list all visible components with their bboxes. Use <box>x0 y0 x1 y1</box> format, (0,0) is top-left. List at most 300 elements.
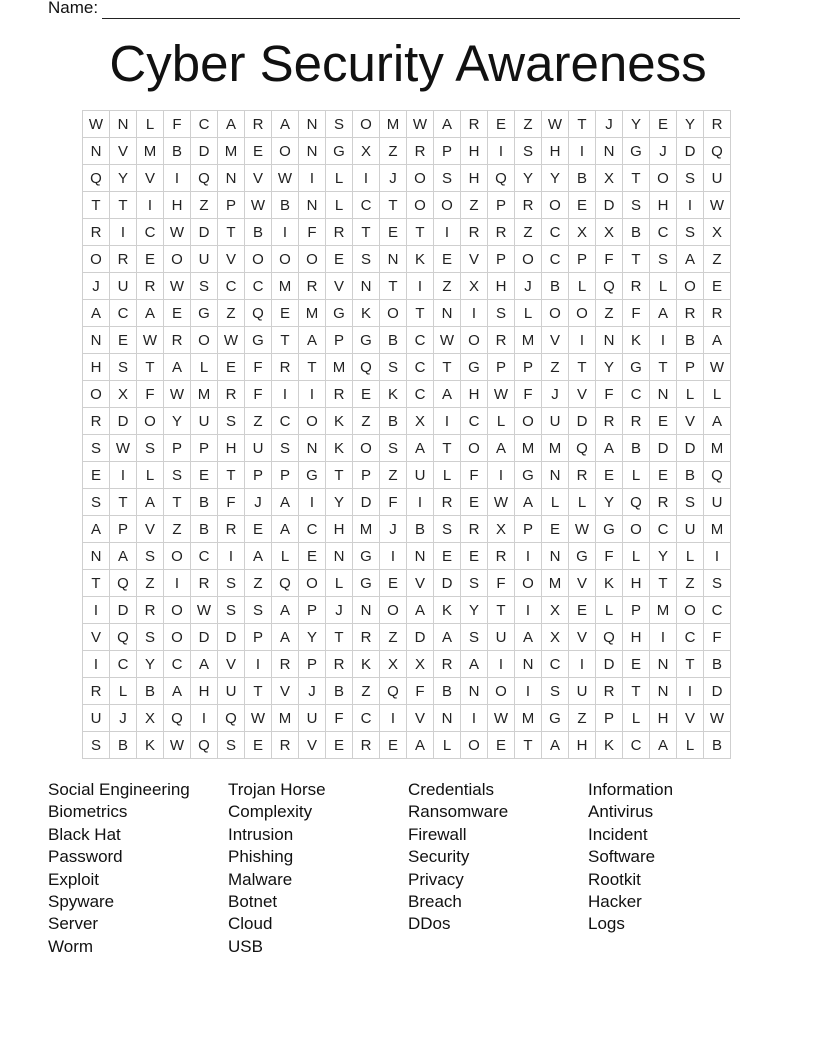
grid-cell[interactable]: B <box>137 678 164 705</box>
grid-cell[interactable]: T <box>299 354 326 381</box>
grid-cell[interactable]: I <box>299 489 326 516</box>
grid-cell[interactable]: W <box>488 381 515 408</box>
grid-cell[interactable]: J <box>299 678 326 705</box>
grid-cell[interactable]: V <box>677 408 704 435</box>
grid-cell[interactable]: W <box>164 273 191 300</box>
grid-cell[interactable]: B <box>704 732 731 759</box>
grid-cell[interactable]: X <box>137 705 164 732</box>
grid-cell[interactable]: S <box>218 408 245 435</box>
grid-cell[interactable]: R <box>461 219 488 246</box>
grid-cell[interactable]: S <box>542 678 569 705</box>
grid-cell[interactable]: Z <box>245 408 272 435</box>
grid-cell[interactable]: T <box>407 219 434 246</box>
grid-cell[interactable]: D <box>110 597 137 624</box>
grid-cell[interactable]: P <box>245 462 272 489</box>
grid-cell[interactable]: S <box>272 435 299 462</box>
grid-cell[interactable]: L <box>326 192 353 219</box>
grid-cell[interactable]: G <box>515 462 542 489</box>
grid-cell[interactable]: T <box>623 165 650 192</box>
grid-cell[interactable]: E <box>110 327 137 354</box>
grid-cell[interactable]: X <box>542 624 569 651</box>
grid-cell[interactable]: M <box>542 570 569 597</box>
grid-cell[interactable]: C <box>677 624 704 651</box>
grid-cell[interactable]: V <box>407 705 434 732</box>
grid-cell[interactable]: T <box>110 192 137 219</box>
grid-cell[interactable]: P <box>191 435 218 462</box>
grid-cell[interactable]: N <box>596 327 623 354</box>
grid-cell[interactable]: N <box>650 381 677 408</box>
grid-cell[interactable]: C <box>110 651 137 678</box>
grid-cell[interactable]: Y <box>326 489 353 516</box>
grid-cell[interactable]: A <box>137 489 164 516</box>
grid-cell[interactable]: F <box>299 219 326 246</box>
grid-cell[interactable]: E <box>488 111 515 138</box>
grid-cell[interactable]: J <box>110 705 137 732</box>
grid-cell[interactable]: L <box>272 543 299 570</box>
grid-cell[interactable]: Q <box>380 678 407 705</box>
grid-cell[interactable]: A <box>299 327 326 354</box>
grid-cell[interactable]: B <box>569 165 596 192</box>
grid-cell[interactable]: T <box>434 435 461 462</box>
grid-cell[interactable]: F <box>137 381 164 408</box>
grid-cell[interactable]: E <box>380 219 407 246</box>
grid-cell[interactable]: J <box>596 111 623 138</box>
grid-cell[interactable]: C <box>623 381 650 408</box>
grid-cell[interactable]: R <box>299 273 326 300</box>
grid-cell[interactable]: X <box>461 273 488 300</box>
grid-cell[interactable]: M <box>218 138 245 165</box>
grid-cell[interactable]: Q <box>245 300 272 327</box>
grid-cell[interactable]: R <box>488 327 515 354</box>
grid-cell[interactable]: J <box>380 165 407 192</box>
grid-cell[interactable]: G <box>326 300 353 327</box>
grid-cell[interactable]: Q <box>353 354 380 381</box>
grid-cell[interactable]: A <box>488 435 515 462</box>
grid-cell[interactable]: Y <box>110 165 137 192</box>
grid-cell[interactable]: K <box>380 381 407 408</box>
grid-cell[interactable]: O <box>515 246 542 273</box>
grid-cell[interactable]: R <box>704 300 731 327</box>
grid-cell[interactable]: N <box>299 435 326 462</box>
grid-cell[interactable]: S <box>83 732 110 759</box>
grid-cell[interactable]: W <box>164 732 191 759</box>
grid-cell[interactable]: Z <box>380 138 407 165</box>
grid-cell[interactable]: C <box>650 219 677 246</box>
grid-cell[interactable]: Q <box>488 165 515 192</box>
grid-cell[interactable]: K <box>596 732 623 759</box>
grid-cell[interactable]: Z <box>542 354 569 381</box>
grid-cell[interactable]: B <box>434 678 461 705</box>
grid-cell[interactable]: T <box>569 354 596 381</box>
grid-cell[interactable]: W <box>434 327 461 354</box>
grid-cell[interactable]: W <box>137 327 164 354</box>
grid-cell[interactable]: L <box>569 489 596 516</box>
grid-cell[interactable]: I <box>704 543 731 570</box>
grid-cell[interactable]: O <box>650 165 677 192</box>
grid-cell[interactable]: Y <box>542 165 569 192</box>
grid-cell[interactable]: L <box>677 732 704 759</box>
grid-cell[interactable]: S <box>434 165 461 192</box>
grid-cell[interactable]: S <box>461 624 488 651</box>
grid-cell[interactable]: O <box>137 408 164 435</box>
grid-cell[interactable]: R <box>461 516 488 543</box>
grid-cell[interactable]: I <box>272 381 299 408</box>
grid-cell[interactable]: Q <box>164 705 191 732</box>
grid-cell[interactable]: P <box>326 327 353 354</box>
grid-cell[interactable]: C <box>542 219 569 246</box>
grid-cell[interactable]: Q <box>110 570 137 597</box>
grid-cell[interactable]: E <box>326 246 353 273</box>
grid-cell[interactable]: O <box>299 246 326 273</box>
grid-cell[interactable]: Z <box>137 570 164 597</box>
grid-cell[interactable]: T <box>650 354 677 381</box>
grid-cell[interactable]: N <box>83 138 110 165</box>
grid-cell[interactable]: S <box>137 543 164 570</box>
grid-cell[interactable]: R <box>488 543 515 570</box>
grid-cell[interactable]: I <box>434 408 461 435</box>
grid-cell[interactable]: D <box>704 678 731 705</box>
grid-cell[interactable]: A <box>272 111 299 138</box>
grid-cell[interactable]: V <box>83 624 110 651</box>
grid-cell[interactable]: C <box>164 651 191 678</box>
grid-cell[interactable]: X <box>596 219 623 246</box>
grid-cell[interactable]: I <box>650 327 677 354</box>
grid-cell[interactable]: X <box>488 516 515 543</box>
grid-cell[interactable]: E <box>164 300 191 327</box>
grid-cell[interactable]: R <box>596 678 623 705</box>
grid-cell[interactable]: W <box>245 705 272 732</box>
grid-cell[interactable]: T <box>218 219 245 246</box>
grid-cell[interactable]: R <box>488 219 515 246</box>
grid-cell[interactable]: T <box>326 624 353 651</box>
grid-cell[interactable]: Q <box>191 165 218 192</box>
grid-cell[interactable]: C <box>137 219 164 246</box>
grid-cell[interactable]: E <box>245 732 272 759</box>
grid-cell[interactable]: I <box>461 705 488 732</box>
grid-cell[interactable]: E <box>83 462 110 489</box>
grid-cell[interactable]: E <box>326 732 353 759</box>
grid-cell[interactable]: Z <box>596 300 623 327</box>
grid-cell[interactable]: S <box>380 354 407 381</box>
grid-cell[interactable]: P <box>434 138 461 165</box>
grid-cell[interactable]: I <box>299 165 326 192</box>
grid-cell[interactable]: M <box>515 327 542 354</box>
grid-cell[interactable]: O <box>191 327 218 354</box>
grid-cell[interactable]: L <box>515 300 542 327</box>
grid-cell[interactable]: P <box>623 597 650 624</box>
grid-cell[interactable]: I <box>353 165 380 192</box>
grid-cell[interactable]: O <box>299 408 326 435</box>
grid-cell[interactable]: E <box>272 300 299 327</box>
grid-cell[interactable]: T <box>407 300 434 327</box>
grid-cell[interactable]: W <box>272 165 299 192</box>
grid-cell[interactable]: F <box>164 111 191 138</box>
grid-cell[interactable]: R <box>83 408 110 435</box>
grid-cell[interactable]: I <box>488 138 515 165</box>
grid-cell[interactable]: H <box>542 138 569 165</box>
grid-cell[interactable]: E <box>461 489 488 516</box>
grid-cell[interactable]: K <box>326 408 353 435</box>
grid-cell[interactable]: O <box>461 435 488 462</box>
grid-cell[interactable]: G <box>623 138 650 165</box>
grid-cell[interactable]: I <box>110 462 137 489</box>
grid-cell[interactable]: S <box>677 165 704 192</box>
grid-cell[interactable]: D <box>191 219 218 246</box>
grid-cell[interactable]: O <box>515 408 542 435</box>
grid-cell[interactable]: E <box>542 516 569 543</box>
grid-cell[interactable]: E <box>623 651 650 678</box>
grid-cell[interactable]: G <box>245 327 272 354</box>
grid-cell[interactable]: N <box>461 678 488 705</box>
grid-cell[interactable]: A <box>272 624 299 651</box>
grid-cell[interactable]: G <box>569 543 596 570</box>
grid-cell[interactable]: A <box>650 300 677 327</box>
grid-cell[interactable]: F <box>407 678 434 705</box>
grid-cell[interactable]: A <box>218 111 245 138</box>
grid-cell[interactable]: U <box>245 435 272 462</box>
grid-cell[interactable]: W <box>164 219 191 246</box>
grid-cell[interactable]: M <box>299 300 326 327</box>
grid-cell[interactable]: V <box>299 732 326 759</box>
grid-cell[interactable]: O <box>488 678 515 705</box>
grid-cell[interactable]: K <box>434 597 461 624</box>
grid-cell[interactable]: U <box>542 408 569 435</box>
grid-cell[interactable]: Y <box>677 111 704 138</box>
grid-cell[interactable]: C <box>461 408 488 435</box>
grid-cell[interactable]: H <box>326 516 353 543</box>
grid-cell[interactable]: I <box>650 624 677 651</box>
grid-cell[interactable]: Y <box>137 651 164 678</box>
grid-cell[interactable]: C <box>542 246 569 273</box>
grid-cell[interactable]: C <box>245 273 272 300</box>
grid-cell[interactable]: P <box>515 354 542 381</box>
grid-cell[interactable]: M <box>515 435 542 462</box>
grid-cell[interactable]: V <box>677 705 704 732</box>
grid-cell[interactable]: L <box>326 570 353 597</box>
grid-cell[interactable]: T <box>272 327 299 354</box>
grid-cell[interactable]: F <box>380 489 407 516</box>
grid-cell[interactable]: A <box>677 246 704 273</box>
grid-cell[interactable]: I <box>569 138 596 165</box>
grid-cell[interactable]: Q <box>596 624 623 651</box>
grid-cell[interactable]: L <box>137 462 164 489</box>
grid-cell[interactable]: D <box>569 408 596 435</box>
grid-cell[interactable]: E <box>704 273 731 300</box>
grid-cell[interactable]: M <box>353 516 380 543</box>
grid-cell[interactable]: A <box>272 489 299 516</box>
grid-cell[interactable]: D <box>218 624 245 651</box>
grid-cell[interactable]: X <box>704 219 731 246</box>
grid-cell[interactable]: W <box>488 489 515 516</box>
grid-cell[interactable]: E <box>245 516 272 543</box>
grid-cell[interactable]: T <box>110 489 137 516</box>
grid-cell[interactable]: E <box>218 354 245 381</box>
grid-cell[interactable]: X <box>380 651 407 678</box>
grid-cell[interactable]: R <box>623 408 650 435</box>
grid-cell[interactable]: N <box>353 597 380 624</box>
name-underline[interactable] <box>102 2 740 19</box>
grid-cell[interactable]: J <box>245 489 272 516</box>
grid-cell[interactable]: I <box>191 705 218 732</box>
grid-cell[interactable]: R <box>326 219 353 246</box>
grid-cell[interactable]: I <box>461 300 488 327</box>
grid-cell[interactable]: V <box>218 651 245 678</box>
grid-cell[interactable]: H <box>488 273 515 300</box>
grid-cell[interactable]: D <box>191 138 218 165</box>
grid-cell[interactable]: A <box>191 651 218 678</box>
grid-cell[interactable]: C <box>353 705 380 732</box>
grid-cell[interactable]: W <box>569 516 596 543</box>
grid-cell[interactable]: F <box>218 489 245 516</box>
grid-cell[interactable]: E <box>569 597 596 624</box>
grid-cell[interactable]: G <box>353 570 380 597</box>
grid-cell[interactable]: F <box>326 705 353 732</box>
grid-cell[interactable]: W <box>488 705 515 732</box>
grid-cell[interactable]: T <box>650 570 677 597</box>
grid-cell[interactable]: C <box>407 327 434 354</box>
grid-cell[interactable]: N <box>110 111 137 138</box>
grid-cell[interactable]: B <box>380 408 407 435</box>
grid-cell[interactable]: B <box>704 651 731 678</box>
grid-cell[interactable]: F <box>623 300 650 327</box>
grid-cell[interactable]: R <box>569 462 596 489</box>
grid-cell[interactable]: A <box>407 597 434 624</box>
grid-cell[interactable]: P <box>245 624 272 651</box>
grid-cell[interactable]: F <box>245 354 272 381</box>
grid-cell[interactable]: E <box>245 138 272 165</box>
grid-cell[interactable]: H <box>164 192 191 219</box>
grid-cell[interactable]: A <box>434 111 461 138</box>
grid-cell[interactable]: C <box>272 408 299 435</box>
grid-cell[interactable]: T <box>380 273 407 300</box>
grid-cell[interactable]: A <box>515 624 542 651</box>
grid-cell[interactable]: N <box>542 543 569 570</box>
grid-cell[interactable]: L <box>326 165 353 192</box>
grid-cell[interactable]: K <box>137 732 164 759</box>
grid-cell[interactable]: R <box>272 651 299 678</box>
grid-cell[interactable]: N <box>299 111 326 138</box>
grid-cell[interactable]: P <box>353 462 380 489</box>
grid-cell[interactable]: D <box>677 138 704 165</box>
grid-cell[interactable]: N <box>353 273 380 300</box>
grid-cell[interactable]: L <box>623 543 650 570</box>
grid-cell[interactable]: A <box>272 597 299 624</box>
grid-cell[interactable]: V <box>245 165 272 192</box>
grid-cell[interactable]: I <box>137 192 164 219</box>
grid-cell[interactable]: L <box>596 597 623 624</box>
grid-cell[interactable]: R <box>704 111 731 138</box>
grid-cell[interactable]: L <box>542 489 569 516</box>
grid-cell[interactable]: B <box>677 462 704 489</box>
grid-cell[interactable]: T <box>380 192 407 219</box>
grid-cell[interactable]: G <box>623 354 650 381</box>
grid-cell[interactable]: R <box>677 300 704 327</box>
grid-cell[interactable]: A <box>407 732 434 759</box>
grid-cell[interactable]: Z <box>380 462 407 489</box>
grid-cell[interactable]: I <box>488 651 515 678</box>
grid-cell[interactable]: L <box>137 111 164 138</box>
grid-cell[interactable]: T <box>569 111 596 138</box>
grid-cell[interactable]: S <box>191 273 218 300</box>
grid-cell[interactable]: O <box>272 138 299 165</box>
grid-cell[interactable]: I <box>407 273 434 300</box>
grid-cell[interactable]: U <box>407 462 434 489</box>
grid-cell[interactable]: D <box>596 651 623 678</box>
grid-cell[interactable]: P <box>569 246 596 273</box>
grid-cell[interactable]: X <box>542 597 569 624</box>
grid-cell[interactable]: B <box>407 516 434 543</box>
grid-cell[interactable]: J <box>326 597 353 624</box>
grid-cell[interactable]: I <box>380 543 407 570</box>
grid-cell[interactable]: I <box>407 489 434 516</box>
grid-cell[interactable]: R <box>353 732 380 759</box>
grid-cell[interactable]: T <box>137 354 164 381</box>
grid-cell[interactable]: I <box>569 327 596 354</box>
grid-cell[interactable]: O <box>83 246 110 273</box>
grid-cell[interactable]: C <box>407 354 434 381</box>
grid-cell[interactable]: H <box>569 732 596 759</box>
grid-cell[interactable]: X <box>353 138 380 165</box>
grid-cell[interactable]: Z <box>380 624 407 651</box>
grid-cell[interactable]: L <box>569 273 596 300</box>
grid-cell[interactable]: N <box>650 651 677 678</box>
grid-cell[interactable]: F <box>596 246 623 273</box>
grid-cell[interactable]: J <box>83 273 110 300</box>
grid-cell[interactable]: P <box>110 516 137 543</box>
grid-cell[interactable]: Z <box>218 300 245 327</box>
grid-cell[interactable]: U <box>704 165 731 192</box>
grid-cell[interactable]: Z <box>164 516 191 543</box>
grid-cell[interactable]: S <box>704 570 731 597</box>
grid-cell[interactable]: O <box>569 300 596 327</box>
grid-cell[interactable]: V <box>569 624 596 651</box>
grid-cell[interactable]: Z <box>461 192 488 219</box>
grid-cell[interactable]: R <box>434 489 461 516</box>
grid-cell[interactable]: T <box>353 219 380 246</box>
grid-cell[interactable]: A <box>164 354 191 381</box>
grid-cell[interactable]: J <box>380 516 407 543</box>
grid-cell[interactable]: C <box>110 300 137 327</box>
grid-cell[interactable]: C <box>650 516 677 543</box>
grid-cell[interactable]: D <box>191 624 218 651</box>
grid-cell[interactable]: S <box>137 624 164 651</box>
grid-cell[interactable]: O <box>164 624 191 651</box>
grid-cell[interactable]: V <box>218 246 245 273</box>
grid-cell[interactable]: O <box>677 597 704 624</box>
grid-cell[interactable]: B <box>110 732 137 759</box>
grid-cell[interactable]: F <box>596 381 623 408</box>
grid-cell[interactable]: I <box>569 651 596 678</box>
grid-cell[interactable]: T <box>623 678 650 705</box>
grid-cell[interactable]: N <box>326 543 353 570</box>
grid-cell[interactable]: O <box>407 165 434 192</box>
grid-cell[interactable]: R <box>326 381 353 408</box>
grid-cell[interactable]: B <box>326 678 353 705</box>
grid-cell[interactable]: D <box>407 624 434 651</box>
grid-cell[interactable]: R <box>245 111 272 138</box>
grid-cell[interactable]: E <box>380 732 407 759</box>
grid-cell[interactable]: B <box>272 192 299 219</box>
grid-cell[interactable]: B <box>623 219 650 246</box>
grid-cell[interactable]: E <box>299 543 326 570</box>
grid-cell[interactable]: W <box>704 354 731 381</box>
grid-cell[interactable]: R <box>83 219 110 246</box>
grid-cell[interactable]: E <box>461 543 488 570</box>
grid-cell[interactable]: V <box>569 570 596 597</box>
grid-cell[interactable]: K <box>353 651 380 678</box>
grid-cell[interactable]: U <box>83 705 110 732</box>
grid-cell[interactable]: S <box>515 138 542 165</box>
